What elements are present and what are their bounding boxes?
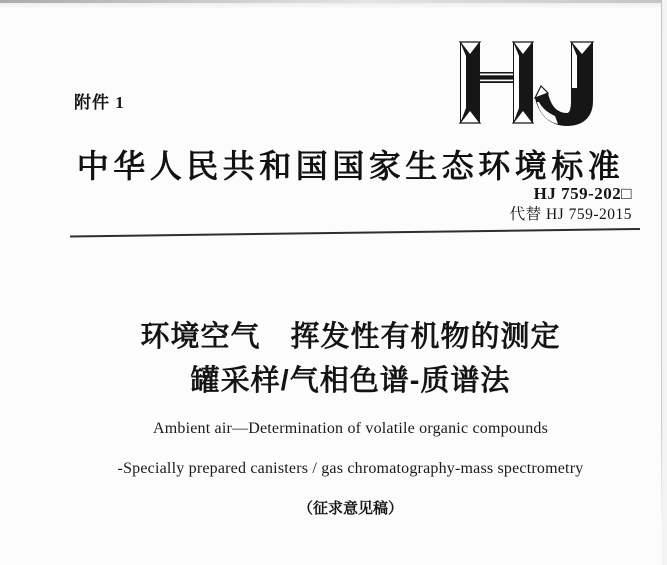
title-cn-line1: 环境空气 挥发性有机物的测定 xyxy=(140,321,561,353)
scan-page-edge-line xyxy=(661,0,662,535)
scan-top-edge-fade xyxy=(0,3,667,9)
draft-status-label: （征求意见稿） xyxy=(297,500,403,517)
standard-name-heading: 中华人民共和国国家生态环境标准 xyxy=(76,148,625,184)
title-en-line1: Ambient air—Determination of volatile organic compounds xyxy=(152,420,549,437)
scan-right-margin xyxy=(662,0,667,565)
replaces-note: 代替 HJ 759-2015 xyxy=(509,206,632,224)
title-en-line2: -Specially prepared canisters / gas chromatography-mass spectrometry xyxy=(117,460,584,477)
hj-emblem-icon xyxy=(456,38,596,128)
standard-number-block xyxy=(510,184,632,225)
attachment-label: 附件 1 xyxy=(74,93,125,112)
standard-number: HJ 759-202□ xyxy=(533,184,632,203)
title-cn-line2: 罐采样/气相色谱-质谱法 xyxy=(190,365,511,397)
header-divider-rule xyxy=(70,228,640,237)
